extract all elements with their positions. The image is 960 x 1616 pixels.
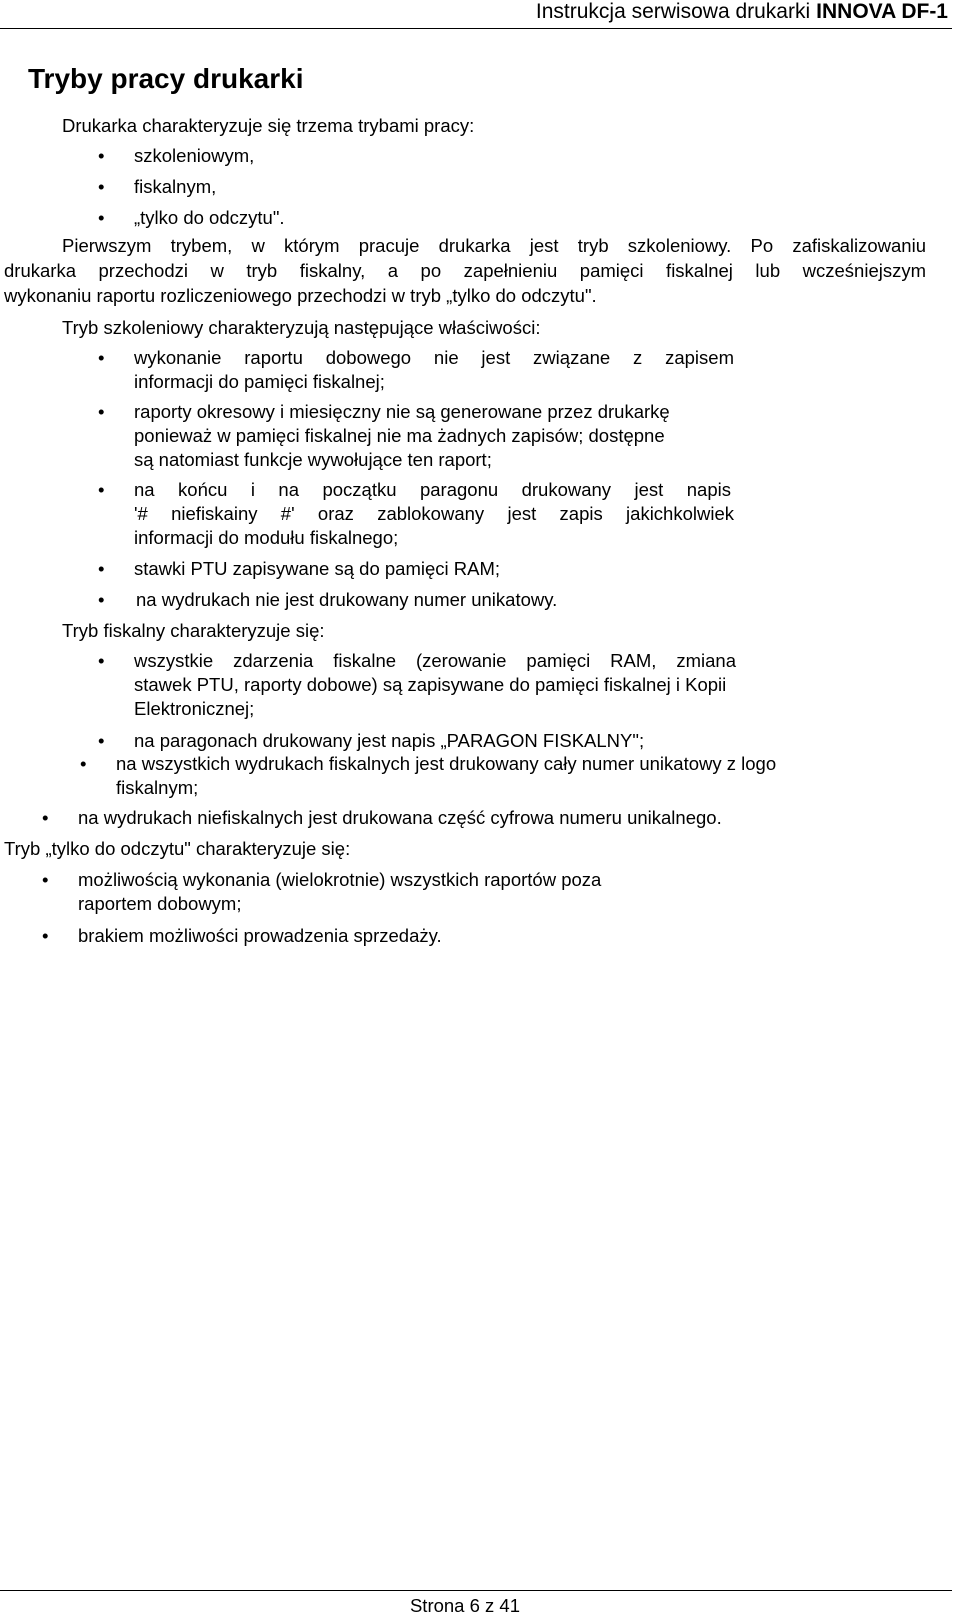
bullet: • — [98, 589, 105, 610]
header-divider — [0, 28, 952, 29]
bullet: • — [98, 650, 105, 671]
bullet: • — [42, 807, 49, 828]
training-item-line: na końcu i na początku paragonu drukowany jest napis — [134, 479, 731, 500]
paragraph-line: Pierwszym trybem, w którym pracuje drukarka jest tryb szkoleniowy. Po zafiskalizowaniu — [62, 235, 926, 256]
mode-item: „tylko do odczytu". — [134, 207, 285, 228]
page-title: Tryby pracy drukarki — [28, 63, 304, 94]
mode-item: szkoleniowym, — [134, 145, 255, 166]
bullet: • — [42, 869, 49, 890]
paragraph-line: wykonaniu raportu rozliczeniowego przechodzi w tryb „tylko do odczytu". — [4, 285, 597, 306]
bullet: • — [98, 176, 105, 197]
fiscal-item-line: na wydrukach niefiskalnych jest drukowana część cyfrowa numeru unikalnego. — [78, 807, 722, 828]
page-header — [536, 0, 948, 24]
header-doc-title: Instrukcja serwisowa drukarki — [535, 0, 811, 23]
fiscal-item-line: fiskalnym; — [116, 777, 199, 798]
fiscal-item-line: na paragonach drukowany jest napis „PARAGON FISKALNY"; — [134, 730, 645, 751]
training-item-line: na wydrukach nie jest drukowany numer unikatowy. — [136, 589, 558, 610]
training-item-line: '# niefiskainy #' oraz zablokowany jest zapis jakichkolwiek — [134, 503, 734, 524]
bullet: • — [98, 558, 105, 579]
fiscal-item-line: stawek PTU, raporty dobowe) są zapisywane do pamięci fiskalnej i Kopii — [134, 674, 727, 695]
training-item-line: wykonanie raportu dobowego nie jest związane z zapisem — [134, 347, 734, 368]
bullet: • — [98, 479, 105, 500]
readonly-item-line: brakiem możliwości prowadzenia sprzedaży. — [78, 925, 442, 946]
fiscal-heading: Tryb fiskalny charakteryzuje się: — [62, 620, 325, 641]
bullet: • — [42, 925, 49, 946]
page-number: Strona 6 z 41 — [409, 1595, 521, 1616]
training-item-line: stawki PTU zapisywane są do pamięci RAM; — [134, 558, 501, 579]
footer-divider — [0, 1590, 952, 1591]
intro-text: Drukarka charakteryzuje się trzema trybami pracy: — [62, 115, 475, 136]
fiscal-item-line: wszystkie zdarzenia fiskalne (zerowanie pamięci RAM, zmiana — [134, 650, 736, 671]
fiscal-item-line: na wszystkich wydrukach fiskalnych jest drukowany cały numer unikatowy z logo — [116, 753, 777, 774]
paragraph-line: drukarka przechodzi w tryb fiskalny, a po zapełnieniu pamięci fiskalnej lub wcześniejszym — [4, 260, 926, 281]
training-item-line: są natomiast funkcje wywołujące ten raport; — [134, 449, 492, 470]
training-heading: Tryb szkoleniowy charakteryzują następujące właściwości: — [62, 317, 541, 338]
mode-item: fiskalnym, — [134, 176, 217, 197]
bullet: • — [98, 730, 105, 751]
readonly-item-line: możliwością wykonania (wielokrotnie) wszystkich raportów poza — [78, 869, 602, 890]
bullet: • — [98, 347, 105, 368]
bullet: • — [80, 753, 87, 774]
readonly-heading: Tryb „tylko do odczytu" charakteryzuje się: — [4, 838, 351, 859]
header-model: INNOVA DF-1 — [816, 0, 948, 23]
training-item-line: raporty okresowy i miesięczny nie są generowane przez drukarkę — [134, 401, 670, 422]
training-item-line: informacji do pamięci fiskalnej; — [134, 371, 385, 392]
bullet: • — [98, 207, 105, 228]
fiscal-item-line: Elektronicznej; — [134, 698, 255, 719]
bullet: • — [98, 401, 105, 422]
readonly-item-line: raportem dobowym; — [78, 893, 242, 914]
bullet: • — [98, 145, 105, 166]
training-item-line: ponieważ w pamięci fiskalnej nie ma żadnych zapisów; dostępne — [134, 425, 665, 446]
training-item-line: informacji do modułu fiskalnego; — [134, 527, 399, 548]
